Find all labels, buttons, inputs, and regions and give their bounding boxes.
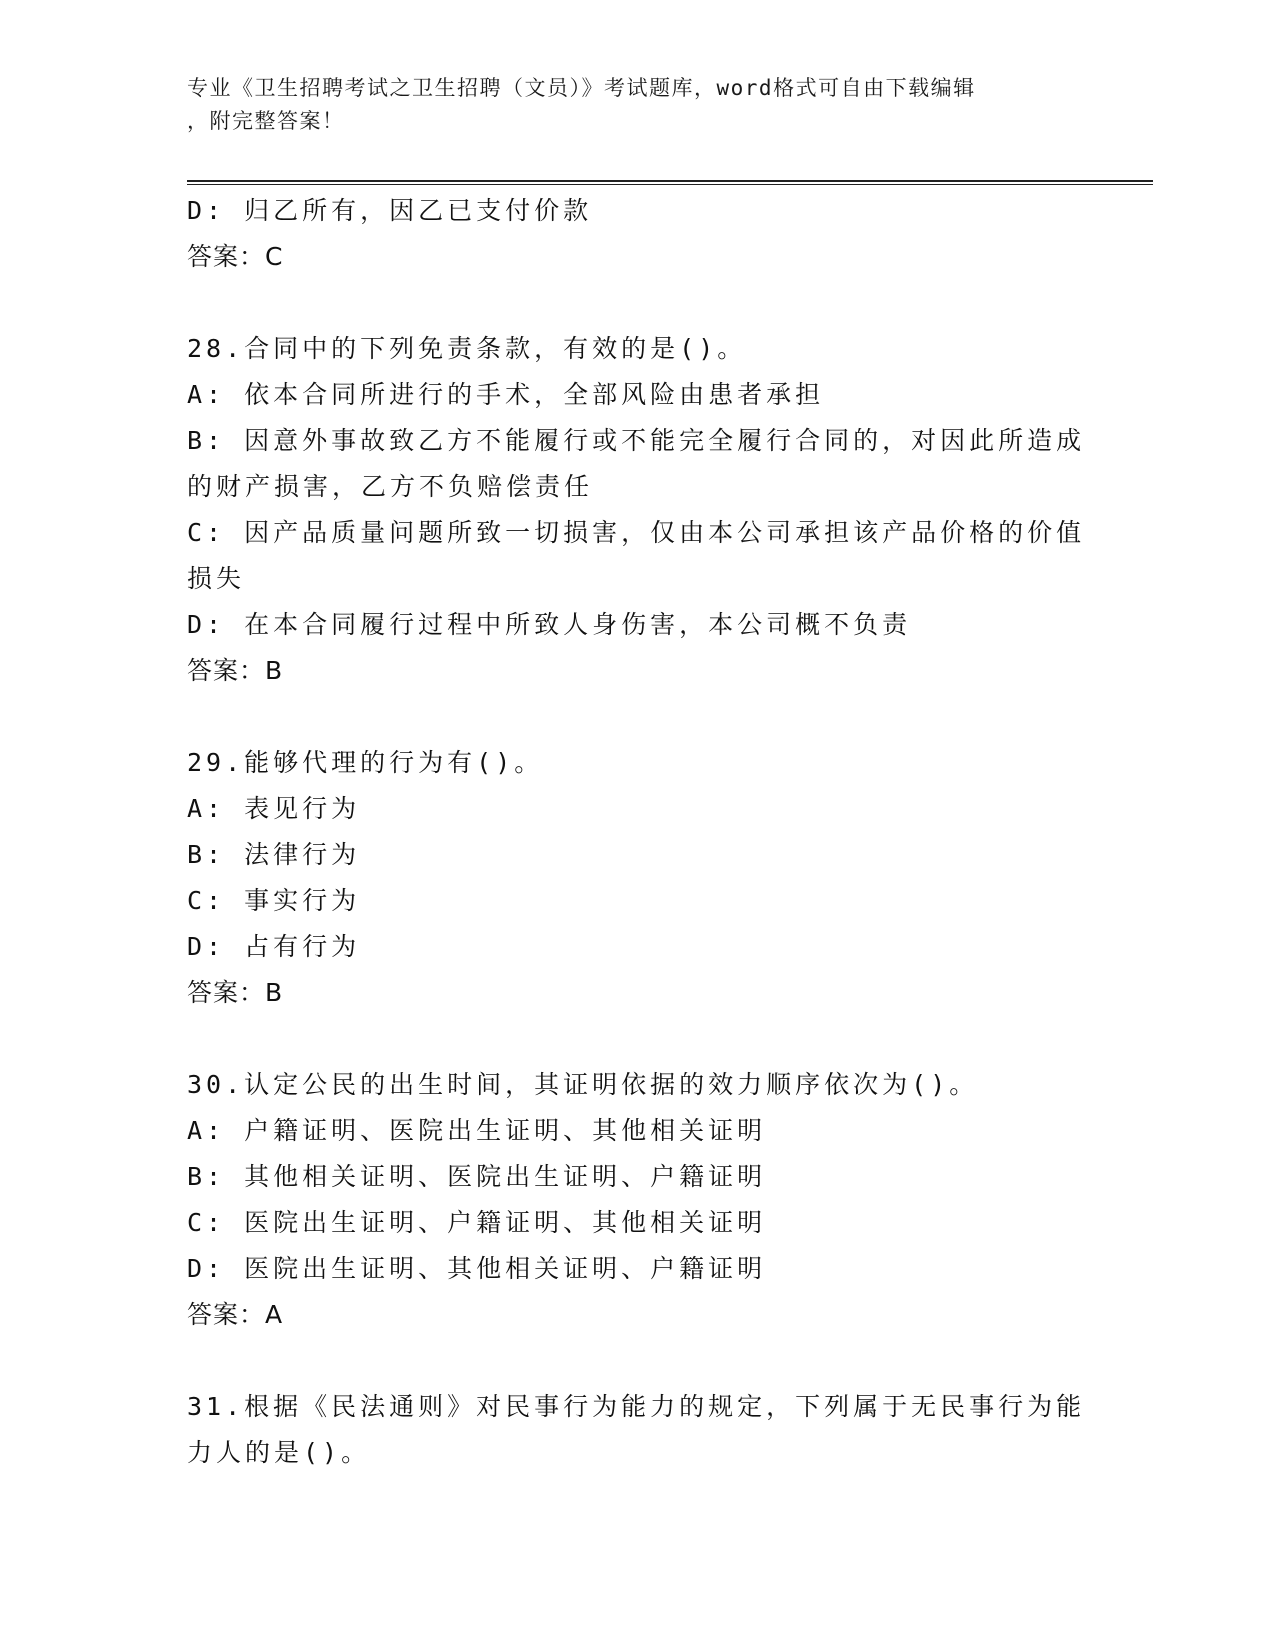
header-divider-bottom [187, 184, 1153, 185]
question-stem: 31.根据《民法通则》对民事行为能力的规定，下列属于无民事行为能 [187, 1392, 1086, 1421]
header-line-1: 专业《卫生招聘考试之卫生招聘（文员）》考试题库，word格式可自由下载编辑 [187, 76, 976, 100]
option-d: D: 归乙所有，因乙已支付价款 [187, 196, 593, 225]
question-stem: 29.能够代理的行为有()。 [187, 748, 544, 777]
option-c: C: 因产品质量问题所致一切损害，仅由本公司承担该产品价格的价值 [187, 518, 1086, 547]
option-d: D: 占有行为 [187, 932, 361, 961]
spacer [187, 694, 1087, 740]
option-c-continued: 损失 [187, 564, 246, 593]
question-content [187, 188, 1087, 1476]
option-a: A: 户籍证明、医院出生证明、其他相关证明 [187, 1116, 767, 1145]
option-a: A: 依本合同所进行的手术，全部风险由患者承担 [187, 380, 825, 409]
spacer [187, 280, 1087, 326]
question-29 [187, 740, 1087, 1016]
previous-question-tail [187, 188, 1087, 280]
question-30 [187, 1062, 1087, 1338]
answer: 答案：B [187, 978, 284, 1007]
option-b: B: 因意外事故致乙方不能履行或不能完全履行合同的，对因此所造成 [187, 426, 1086, 455]
option-c: C: 医院出生证明、户籍证明、其他相关证明 [187, 1208, 767, 1237]
question-28 [187, 326, 1087, 694]
spacer [187, 1338, 1087, 1384]
option-a: A: 表见行为 [187, 794, 361, 823]
spacer [187, 1016, 1087, 1062]
document-header [187, 72, 1067, 138]
question-stem: 30.认定公民的出生时间，其证明依据的效力顺序依次为()。 [187, 1070, 979, 1099]
question-stem: 28.合同中的下列免责条款，有效的是()。 [187, 334, 747, 363]
question-31 [187, 1384, 1087, 1476]
answer: 答案：A [187, 1300, 284, 1329]
answer: 答案：C [187, 242, 284, 271]
option-c: C: 事实行为 [187, 886, 361, 915]
option-d: D: 医院出生证明、其他相关证明、户籍证明 [187, 1254, 767, 1283]
option-d: D: 在本合同履行过程中所致人身伤害，本公司概不负责 [187, 610, 912, 639]
question-stem-continued: 力人的是()。 [187, 1438, 371, 1467]
answer: 答案：B [187, 656, 284, 685]
option-b: B: 法律行为 [187, 840, 361, 869]
option-b-continued: 的财产损害，乙方不负赔偿责任 [187, 472, 594, 501]
header-line-2: ，附完整答案！ [187, 109, 345, 133]
option-b: B: 其他相关证明、医院出生证明、户籍证明 [187, 1162, 767, 1191]
header-divider-top [187, 180, 1153, 182]
